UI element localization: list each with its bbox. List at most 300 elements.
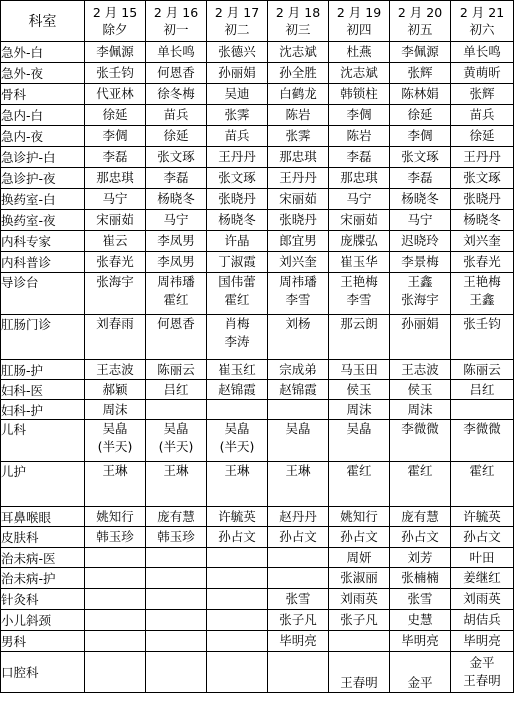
roster-cell: [85, 231, 146, 252]
roster-cell: [451, 147, 514, 168]
roster-body: [1, 42, 514, 693]
roster-cell: [207, 652, 268, 693]
roster-cell: [329, 105, 390, 126]
roster-cell: [451, 462, 514, 507]
roster-cell: [146, 252, 207, 273]
roster-cell: [207, 507, 268, 527]
roster-cell: [390, 360, 451, 380]
department-label: 小儿斜颈: [1, 610, 85, 631]
staff-name: 单长鸣: [463, 44, 501, 59]
staff-name: 吴皛: [224, 421, 250, 436]
roster-cell: [146, 380, 207, 400]
roster-cell: [390, 420, 451, 462]
staff-name: 宋丽茹: [96, 212, 134, 227]
staff-name: 何恩香: [157, 316, 195, 331]
roster-cell: [329, 548, 390, 568]
department-label: 急诊护-白: [1, 147, 85, 168]
staff-name: 赵锦霞: [218, 381, 256, 397]
staff-name: 张楠楠: [401, 570, 439, 585]
roster-row: [1, 652, 514, 693]
staff-name: 吕红: [469, 381, 495, 397]
roster-cell: [146, 527, 207, 548]
roster-row: [1, 568, 514, 589]
roster-cell: [268, 105, 329, 126]
roster-cell: [390, 105, 451, 126]
staff-name: 张德兴: [218, 44, 256, 59]
staff-name: 陈丽云: [463, 361, 501, 377]
roster-cell: [390, 652, 451, 693]
roster-cell: [146, 105, 207, 126]
roster-cell: [390, 231, 451, 252]
roster-cell: [85, 568, 146, 589]
staff-name: 王琳: [163, 463, 189, 478]
staff-name: 霍红: [469, 463, 495, 478]
roster-cell: [329, 231, 390, 252]
roster-cell: [329, 168, 390, 189]
roster-cell: [451, 360, 514, 380]
staff-name: 徐延: [469, 128, 495, 143]
roster-cell: [207, 210, 268, 231]
department-label: 导诊台: [1, 273, 85, 315]
roster-cell: [85, 315, 146, 360]
staff-name: 庞牒弘: [340, 233, 378, 248]
roster-cell: [207, 63, 268, 84]
staff-name: 李佩源: [401, 44, 439, 59]
roster-cell: [85, 400, 146, 420]
roster-cell: [329, 631, 390, 652]
staff-name: 赵锦霞: [279, 381, 317, 397]
roster-cell: [85, 420, 146, 462]
staff-name: 陈岩: [346, 128, 372, 143]
staff-name: 王艳梅: [340, 274, 378, 289]
roster-cell: [268, 380, 329, 400]
roster-row: [1, 105, 514, 126]
staff-name: 王鑫: [469, 292, 495, 307]
staff-name: 黄萌昕: [463, 65, 501, 80]
staff-name: 韩玉珍: [96, 529, 134, 544]
staff-name: 吴皛: [163, 421, 189, 436]
roster-cell: [451, 548, 514, 568]
roster-row: [1, 126, 514, 147]
staff-name: 许毓英: [218, 508, 256, 524]
staff-name: 庞有慧: [157, 508, 195, 524]
staff-name: 王志波: [401, 361, 439, 377]
roster-cell: [268, 360, 329, 380]
roster-cell: [85, 631, 146, 652]
staff-name: 周沫: [346, 401, 372, 417]
roster-row: [1, 273, 514, 315]
roster-cell: [329, 252, 390, 273]
roster-cell: [268, 631, 329, 652]
roster-cell: [451, 42, 514, 63]
date-header: [85, 1, 146, 42]
staff-name: 张壬钧: [463, 316, 501, 331]
roster-cell: [146, 315, 207, 360]
roster-row: [1, 63, 514, 84]
roster-cell: [329, 380, 390, 400]
staff-name: 沈志斌: [340, 65, 378, 80]
header-row: [1, 1, 514, 42]
staff-name: 李凤男: [157, 233, 195, 248]
staff-name: 张雪: [407, 591, 433, 606]
staff-name: 孙占文: [218, 529, 256, 544]
roster-cell: [329, 652, 390, 693]
roster-cell: [146, 462, 207, 507]
roster-cell: [207, 252, 268, 273]
department-label: 急内-白: [1, 105, 85, 126]
roster-cell: [146, 652, 207, 693]
staff-name: 李微微: [463, 421, 501, 436]
staff-name: 李磊: [163, 170, 189, 185]
roster-cell: [146, 568, 207, 589]
roster-cell: [268, 168, 329, 189]
department-label: 儿护: [1, 462, 85, 507]
roster-cell: [207, 168, 268, 189]
department-label: 妇科-医: [1, 380, 85, 400]
roster-row: [1, 527, 514, 548]
staff-name: 霍红: [224, 292, 250, 307]
staff-name: 郝颖: [102, 381, 128, 397]
staff-name: 那云朗: [340, 316, 378, 331]
roster-cell: [146, 360, 207, 380]
roster-cell: [329, 189, 390, 210]
roster-cell: [207, 126, 268, 147]
roster-cell: [451, 189, 514, 210]
staff-name: 张淑丽: [340, 570, 378, 585]
staff-name: 张晓丹: [463, 191, 501, 206]
roster-cell: [85, 210, 146, 231]
roster-cell: [329, 147, 390, 168]
staff-name: 郎宜男: [279, 233, 317, 248]
staff-name: (半天): [97, 439, 133, 454]
roster-cell: [329, 420, 390, 462]
staff-name: 张春光: [96, 254, 134, 269]
roster-cell: [390, 315, 451, 360]
roster-cell: [390, 273, 451, 315]
roster-cell: [329, 568, 390, 589]
date-label: 2 月 15: [92, 5, 138, 20]
staff-name: 沈志斌: [279, 44, 317, 59]
roster-cell: [268, 84, 329, 105]
roster-cell: [268, 568, 329, 589]
roster-cell: [329, 126, 390, 147]
staff-name: 张晓丹: [279, 212, 317, 227]
staff-name: 刘杨: [285, 316, 311, 331]
staff-name: 王丹丹: [279, 170, 317, 185]
staff-name: 杨晓冬: [218, 212, 256, 227]
roster-cell: [85, 462, 146, 507]
department-label: 耳鼻喉眼: [1, 507, 85, 527]
roster-cell: [390, 380, 451, 400]
staff-name: 张子凡: [279, 612, 317, 627]
roster-cell: [390, 147, 451, 168]
roster-cell: [451, 527, 514, 548]
roster-cell: [329, 210, 390, 231]
roster-cell: [451, 126, 514, 147]
staff-name: 那忠琪: [340, 170, 378, 185]
roster-cell: [85, 84, 146, 105]
roster-cell: [329, 315, 390, 360]
department-label: 内科普诊: [1, 252, 85, 273]
roster-cell: [451, 652, 514, 693]
staff-name: 霍红: [346, 463, 372, 478]
staff-name: 那忠琪: [279, 149, 317, 164]
staff-name: 张霁: [224, 107, 250, 122]
staff-name: 史慧: [407, 612, 433, 627]
staff-name: 张文琢: [157, 149, 195, 164]
roster-cell: [207, 631, 268, 652]
roster-row: [1, 507, 514, 527]
staff-name: 叶田: [469, 549, 495, 565]
department-label: 儿科: [1, 420, 85, 462]
roster-cell: [146, 420, 207, 462]
staff-name: 代亚林: [96, 86, 134, 101]
staff-name: 刘雨英: [463, 591, 501, 606]
staff-name: 马玉田: [340, 361, 378, 377]
lunar-day-label: 初四: [346, 22, 372, 37]
roster-cell: [85, 126, 146, 147]
staff-name: 孙占文: [340, 529, 378, 544]
staff-name: 陈岩: [285, 107, 311, 122]
staff-name: 李雪: [285, 292, 311, 307]
staff-name: 孙全胜: [279, 65, 317, 80]
staff-name: 吴皛: [346, 421, 372, 436]
staff-name: 徐延: [163, 128, 189, 143]
roster-cell: [85, 147, 146, 168]
roster-row: [1, 84, 514, 105]
staff-name: 孙丽娟: [401, 316, 439, 331]
staff-name: 霍红: [163, 292, 189, 307]
staff-name: 杨晓冬: [463, 212, 501, 227]
roster-cell: [85, 105, 146, 126]
staff-name: 王春明: [340, 675, 378, 690]
staff-name: 张晓丹: [218, 191, 256, 206]
roster-cell: [268, 420, 329, 462]
staff-name: 崔云: [102, 233, 128, 248]
roster-row: [1, 168, 514, 189]
roster-row: [1, 210, 514, 231]
staff-name: 王琳: [102, 463, 128, 478]
roster-cell: [268, 147, 329, 168]
roster-cell: [207, 420, 268, 462]
lunar-day-label: 初一: [163, 22, 189, 37]
roster-cell: [390, 548, 451, 568]
staff-name: 周沫: [102, 401, 128, 417]
roster-cell: [207, 589, 268, 610]
staff-name: 崔玉华: [340, 254, 378, 269]
roster-cell: [390, 168, 451, 189]
roster-cell: [207, 105, 268, 126]
date-header: [390, 1, 451, 42]
roster-row: [1, 400, 514, 420]
roster-cell: [207, 360, 268, 380]
staff-name: 李景梅: [401, 254, 439, 269]
roster-cell: [451, 63, 514, 84]
staff-name: 张海宇: [401, 292, 439, 307]
roster-row: [1, 315, 514, 360]
staff-name: 单长鸣: [157, 44, 195, 59]
staff-name: 许毓英: [463, 508, 501, 524]
staff-name: 金平: [469, 655, 495, 670]
roster-cell: [268, 548, 329, 568]
roster-cell: [146, 589, 207, 610]
department-label: 换药室-夜: [1, 210, 85, 231]
roster-cell: [207, 527, 268, 548]
roster-cell: [146, 42, 207, 63]
department-label: 急外-白: [1, 42, 85, 63]
roster-cell: [268, 63, 329, 84]
roster-cell: [268, 315, 329, 360]
staff-name: 崔玉红: [218, 361, 256, 377]
staff-name: 王丹丹: [463, 149, 501, 164]
roster-cell: [329, 360, 390, 380]
staff-name: 王艳梅: [463, 274, 501, 289]
staff-name: 迟晓玲: [401, 233, 439, 248]
roster-cell: [207, 548, 268, 568]
staff-name: 李凤男: [157, 254, 195, 269]
staff-name: 徐冬梅: [157, 86, 195, 101]
roster-cell: [207, 462, 268, 507]
staff-name: 杨晓冬: [401, 191, 439, 206]
roster-cell: [146, 147, 207, 168]
roster-cell: [451, 84, 514, 105]
staff-name: 白鹤龙: [279, 86, 317, 101]
lunar-day-label: 初六: [469, 22, 495, 37]
staff-name: 陈林娟: [401, 86, 439, 101]
roster-row: [1, 380, 514, 400]
staff-name: 徐延: [102, 107, 128, 122]
staff-name: 孙占文: [463, 529, 501, 544]
department-label: 皮肤科: [1, 527, 85, 548]
department-label: 妇科-护: [1, 400, 85, 420]
staff-name: 马宁: [346, 191, 372, 206]
roster-cell: [85, 252, 146, 273]
staff-name: 王志波: [96, 361, 134, 377]
roster-cell: [85, 360, 146, 380]
staff-name: 周妍: [346, 549, 372, 565]
staff-name: 李磊: [102, 149, 128, 164]
roster-cell: [451, 168, 514, 189]
staff-name: 刘春雨: [96, 316, 134, 331]
roster-cell: [146, 84, 207, 105]
roster-cell: [268, 589, 329, 610]
staff-name: 庞有慧: [401, 508, 439, 524]
staff-name: 丁淑霞: [218, 254, 256, 269]
staff-name: 孙占文: [401, 529, 439, 544]
roster-cell: [451, 507, 514, 527]
staff-name: 马宁: [407, 212, 433, 227]
staff-name: 周沫: [407, 401, 433, 417]
staff-name: 金平: [407, 675, 433, 690]
department-label: 治未病-医: [1, 548, 85, 568]
roster-cell: [85, 380, 146, 400]
roster-cell: [146, 189, 207, 210]
staff-name: 侯玉: [407, 381, 433, 397]
roster-cell: [268, 610, 329, 631]
roster-cell: [329, 462, 390, 507]
staff-name: 何恩香: [157, 65, 195, 80]
roster-row: [1, 631, 514, 652]
roster-cell: [146, 231, 207, 252]
staff-name: 张春光: [463, 254, 501, 269]
roster-row: [1, 548, 514, 568]
department-label: 换药室-白: [1, 189, 85, 210]
roster-row: [1, 610, 514, 631]
department-label: 治未病-护: [1, 568, 85, 589]
staff-name: 李微微: [401, 421, 439, 436]
roster-cell: [146, 126, 207, 147]
roster-cell: [85, 652, 146, 693]
staff-name: 苗兵: [224, 128, 250, 143]
date-label: 2 月 18: [275, 5, 321, 20]
roster-cell: [207, 147, 268, 168]
roster-cell: [207, 400, 268, 420]
staff-name: 姚知行: [340, 508, 378, 524]
staff-name: 张海宇: [96, 274, 134, 289]
staff-name: 韩玉珍: [157, 529, 195, 544]
staff-name: 侯玉: [346, 381, 372, 397]
roster-row: [1, 589, 514, 610]
staff-name: 马宁: [163, 212, 189, 227]
roster-cell: [390, 589, 451, 610]
staff-name: 苗兵: [163, 107, 189, 122]
roster-cell: [146, 548, 207, 568]
roster-cell: [390, 84, 451, 105]
roster-cell: [207, 189, 268, 210]
staff-name: 李佩源: [96, 44, 134, 59]
roster-cell: [451, 252, 514, 273]
staff-name: 宋丽茹: [279, 191, 317, 206]
staff-name: 刘雨英: [340, 591, 378, 606]
department-label: 男科: [1, 631, 85, 652]
roster-cell: [451, 210, 514, 231]
staff-name: 张壬钧: [96, 65, 134, 80]
roster-cell: [268, 652, 329, 693]
staff-name: 苗兵: [469, 107, 495, 122]
roster-cell: [390, 63, 451, 84]
roster-cell: [85, 63, 146, 84]
date-label: 2 月 17: [214, 5, 260, 20]
staff-name: 毕明亮: [463, 633, 501, 648]
staff-name: 陈丽云: [157, 361, 195, 377]
staff-name: 张霁: [285, 128, 311, 143]
staff-name: 孙占文: [279, 529, 317, 544]
roster-cell: [207, 42, 268, 63]
staff-name: 刘芳: [407, 549, 433, 565]
staff-name: 徐延: [407, 107, 433, 122]
date-header: [268, 1, 329, 42]
department-label: 肛肠门诊: [1, 315, 85, 360]
roster-cell: [85, 507, 146, 527]
roster-cell: [85, 273, 146, 315]
lunar-day-label: 初二: [224, 22, 250, 37]
staff-name: 国伟蕾: [218, 274, 256, 289]
roster-cell: [329, 589, 390, 610]
roster-cell: [390, 507, 451, 527]
staff-name: 宗成弟: [279, 361, 317, 377]
roster-cell: [146, 400, 207, 420]
staff-name: 吴皛: [285, 421, 311, 436]
roster-cell: [329, 400, 390, 420]
staff-name: 张文琢: [463, 170, 501, 185]
roster-cell: [268, 400, 329, 420]
roster-row: [1, 42, 514, 63]
staff-name: 张雪: [285, 591, 311, 606]
roster-cell: [390, 210, 451, 231]
roster-cell: [451, 380, 514, 400]
roster-cell: [268, 126, 329, 147]
roster-cell: [390, 400, 451, 420]
